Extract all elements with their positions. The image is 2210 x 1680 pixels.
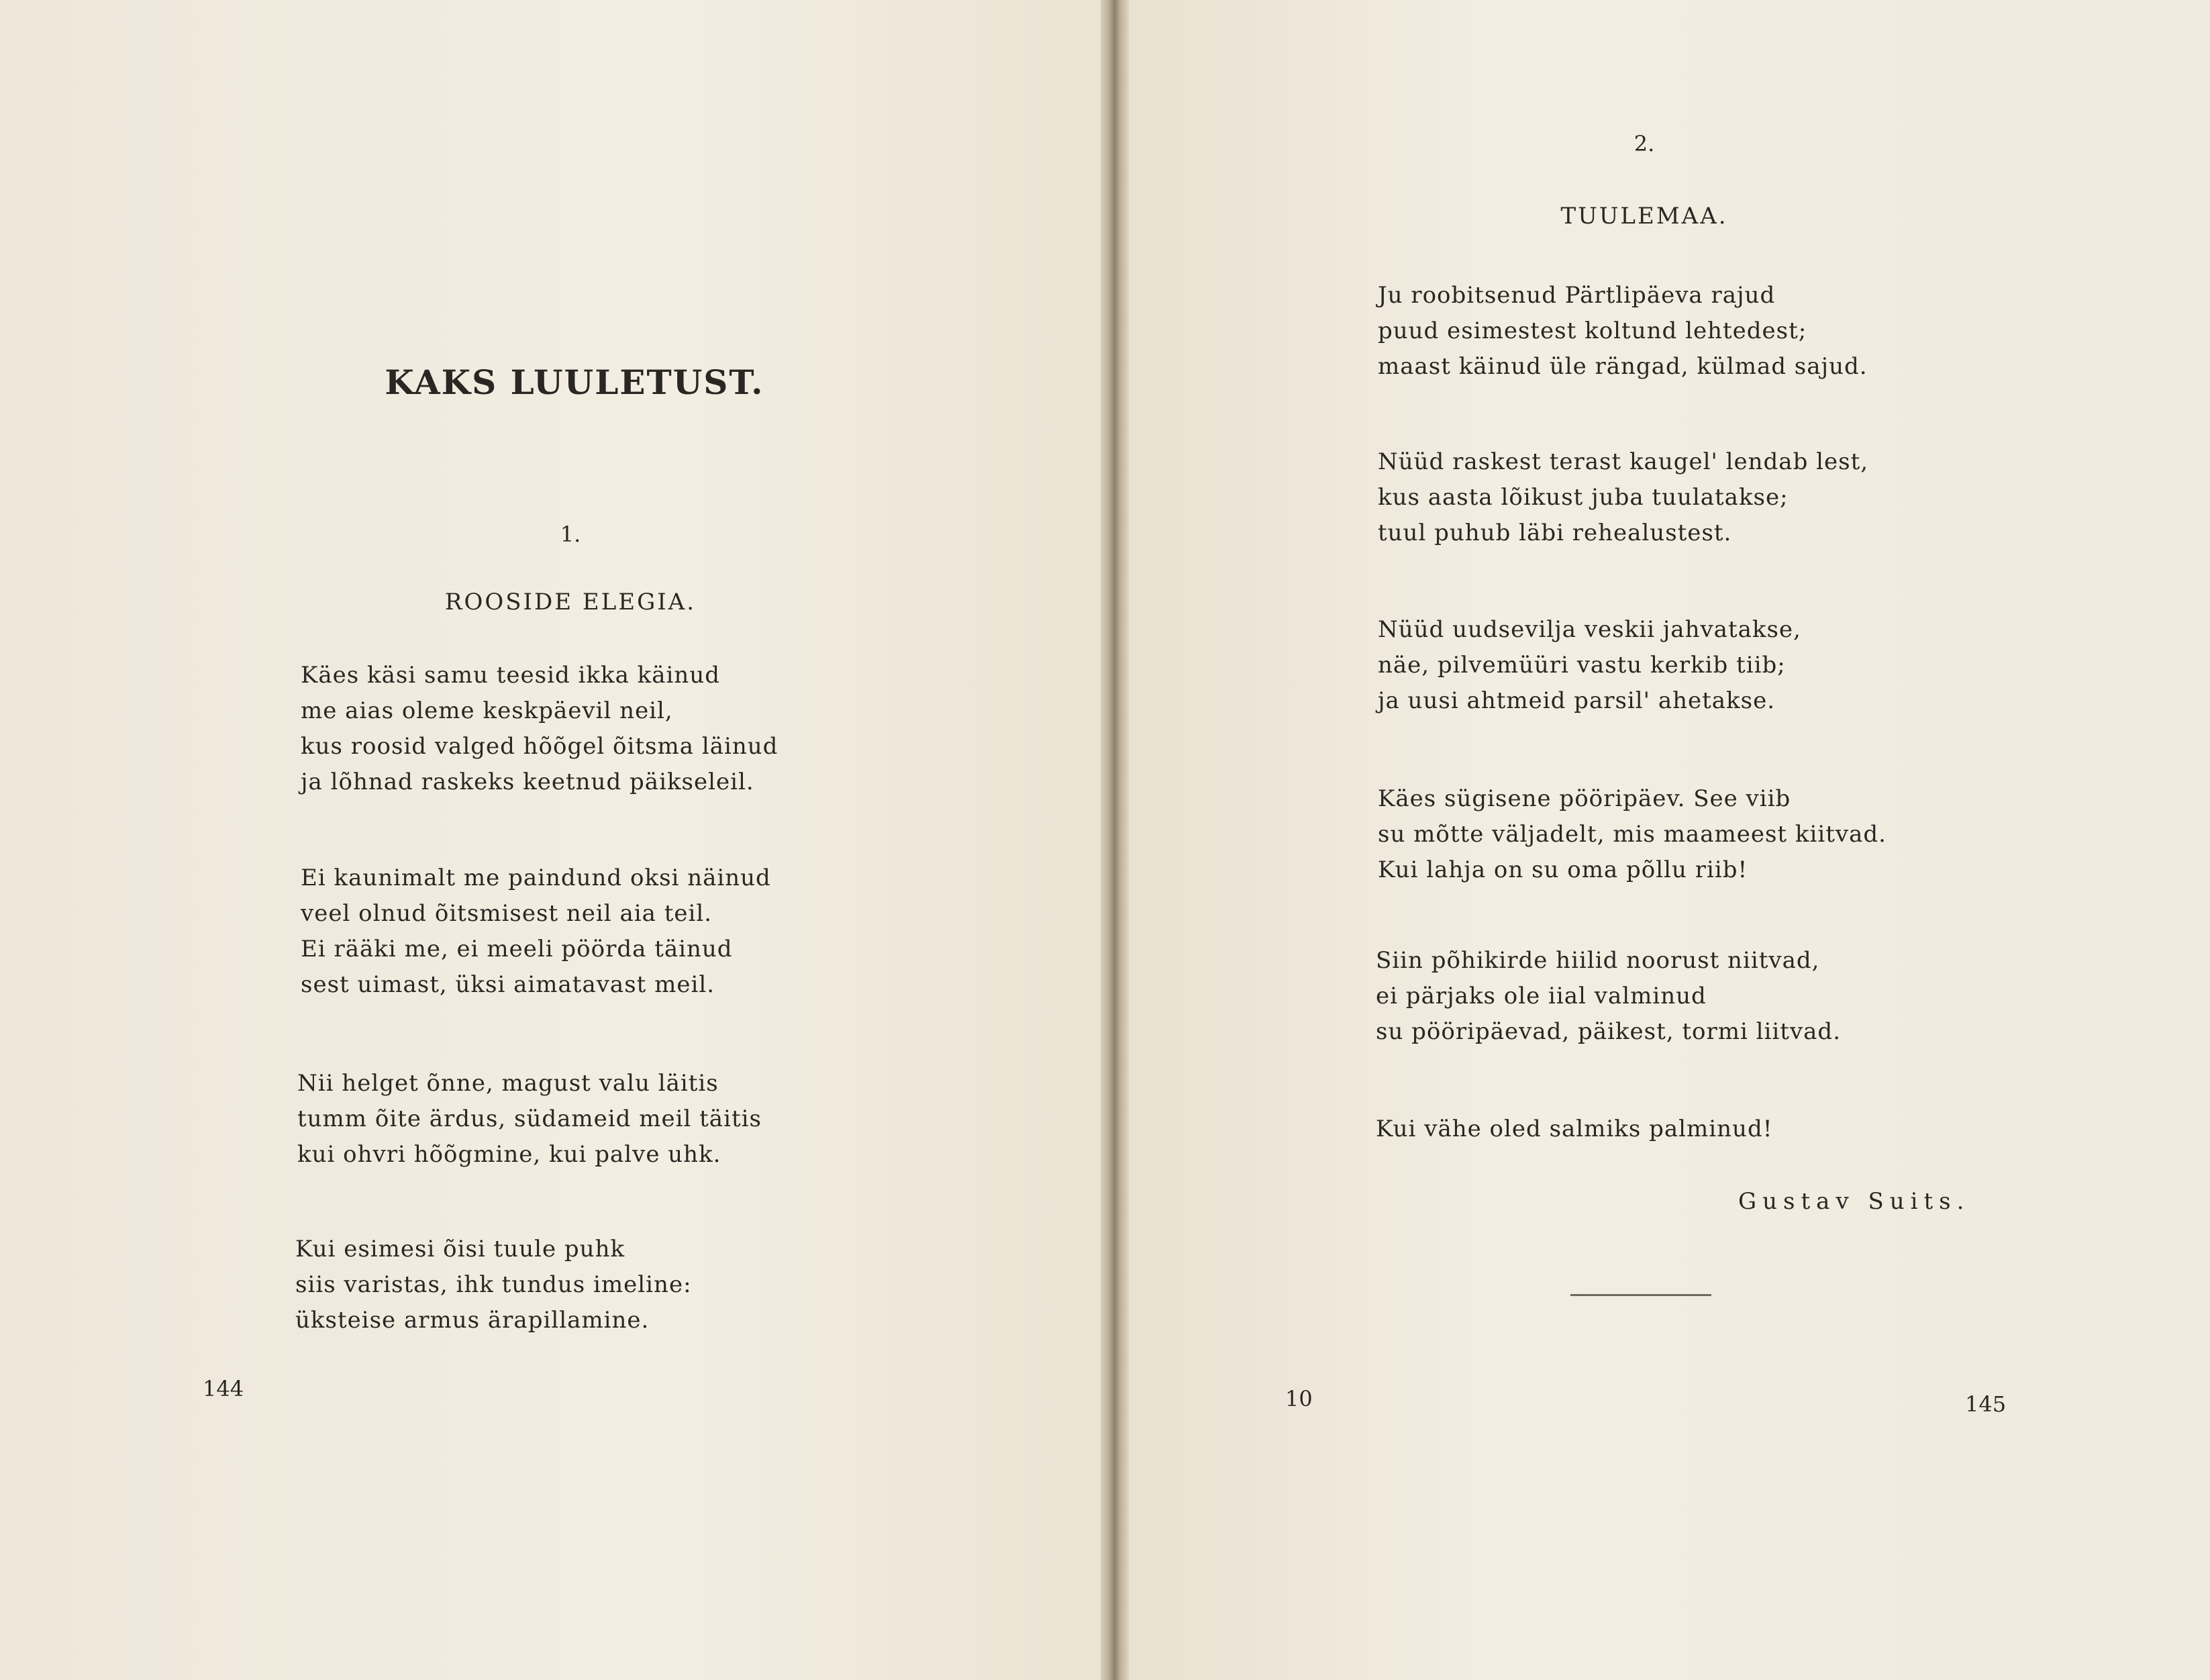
verse-line: ja lõhnad raskeks keetnud päikseleil. [301,769,754,795]
left-stanza-4 [295,1232,692,1338]
right-section-number: 2. [1634,131,1655,156]
verse-line: me aias oleme keskpäevil neil, [301,697,673,724]
left-stanza-1 [301,658,778,800]
verse-line: Ei rääki me, ei meeli pöörda täinud [301,936,733,962]
verse-line: su mõtte väljadelt, mis maameest kiitvad. [1378,821,1887,848]
left-stanza-3 [297,1066,762,1173]
verse-line: kus roosid valged hõõgel õitsma läinud [301,733,778,760]
right-stanza-1 [1378,278,1868,385]
verse-line: Nüüd raskest terast kaugel' lendab lest, [1378,448,1869,475]
verse-line: su pööripäevad, päikest, tormi liitvad. [1376,1018,1842,1045]
book-spine-gutter [1101,0,1129,1680]
right-stanza-3 [1378,612,1801,719]
verse-line: Nüüd uudsevilja veskii jahvatakse, [1378,616,1801,643]
verse-line: Ei kaunimalt me paindund oksi näinud [301,864,771,891]
verse-line: Kui esimesi õisi tuule puhk [295,1236,625,1263]
verse-line: tuul puhub läbi rehealustest. [1378,520,1732,546]
right-stanza-6 [1376,1111,1772,1147]
verse-line: tumm õite ärdus, südameid meil täitis [297,1105,762,1132]
verse-line: Käes käsi samu teesid ikka käinud [301,662,720,689]
left-stanza-2 [301,860,771,1003]
verse-line: üksteise armus ärapillamine. [295,1307,650,1334]
left-page-number: 144 [203,1376,244,1401]
right-poem-title: TUULEMAA. [1560,203,1728,230]
verse-line: siis varistas, ihk tundus imeline: [295,1271,692,1298]
left-section-number: 1. [560,522,581,547]
signature-mark: 10 [1285,1386,1313,1412]
verse-line: Kui lahja on su oma põllu riib! [1378,856,1748,883]
author-signature: Gustav Suits. [1738,1188,1970,1215]
verse-line: veel olnud õitsmisest neil aia teil. [301,900,713,927]
right-stanza-5 [1376,943,1841,1050]
verse-line: Käes sügisene pööripäev. See viib [1378,785,1791,812]
collection-title: KAKS LUULETUST. [385,362,764,402]
verse-line: maast käinud üle rängad, külmad sajud. [1378,353,1868,380]
verse-line: Nii helget õnne, magust valu läitis [297,1070,719,1097]
verse-line: kus aasta lõikust juba tuulatakse; [1378,484,1789,511]
end-rule [1570,1294,1711,1296]
verse-line: kui ohvri hõõgmine, kui palve uhk. [297,1141,721,1168]
verse-line: ja uusi ahtmeid parsil' ahetakse. [1378,687,1776,714]
verse-line: Siin põhikirde hiilid noorust niitvad, [1376,947,1820,974]
verse-line: Ju roobitsenud Pärtlipäeva rajud [1378,282,1776,309]
verse-line: sest uimast, üksi aimatavast meil. [301,971,715,998]
verse-line: Kui vähe oled salmiks palminud! [1376,1116,1773,1142]
right-stanza-2 [1378,444,1868,551]
right-page-number: 145 [1965,1391,2007,1417]
right-stanza-4 [1378,781,1887,888]
left-poem-title: ROOSIDE ELEGIA. [444,589,697,615]
verse-line: näe, pilvemüüri vastu kerkib tiib; [1378,652,1786,679]
verse-line: puud esimestest koltund lehtedest; [1378,317,1807,344]
verse-line: ei pärjaks ole iial valminud [1376,983,1707,1009]
